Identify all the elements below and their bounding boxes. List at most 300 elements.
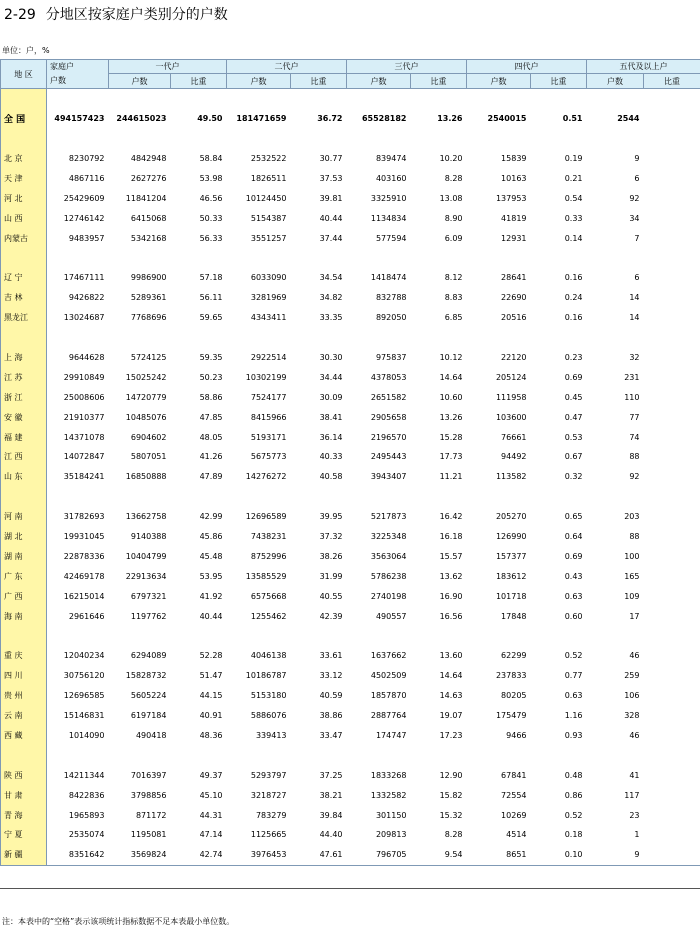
value-cell: 10124450 [245, 193, 287, 203]
value-cell: 7438231 [250, 532, 287, 542]
value-cell: 4502509 [370, 671, 407, 681]
value-cell: 15146831 [63, 711, 105, 721]
value-cell: 181471659 [236, 114, 287, 124]
value-cell: 34.82 [319, 293, 343, 303]
value-cell: 80205 [501, 691, 527, 701]
value-cell: 2627276 [130, 174, 167, 183]
header-gen3-ratio: 比重 [411, 74, 467, 89]
spacer-row [1, 487, 700, 507]
spacer-cell [109, 129, 171, 149]
value-cell: 10485076 [125, 412, 167, 422]
region-cell: 广 东 [1, 566, 47, 586]
spacer-cell [411, 89, 467, 109]
header-gen4: 四代户 [467, 60, 587, 74]
value-cell: 113582 [495, 472, 527, 482]
value-cell: 13662758 [125, 512, 167, 522]
value-cell: 3569824 [109, 845, 171, 865]
value-cell: 5293797 [250, 770, 287, 780]
value-cell: 0.64 [564, 532, 583, 542]
value-cell: 10302199 [245, 372, 287, 382]
spacer-cell [47, 129, 109, 149]
spacer-cell [47, 248, 109, 268]
value-cell: 328 [624, 711, 640, 721]
value-cell: 58.86 [199, 392, 223, 402]
value-cell: 231 [624, 372, 640, 382]
value-cell: 44.31 [199, 810, 223, 820]
value-cell: 29910849 [63, 372, 105, 382]
value-cell: 14 [629, 313, 640, 323]
value-cell: 8422836 [68, 790, 105, 800]
spacer-cell [47, 745, 109, 765]
spacer-cell [171, 626, 227, 646]
value-cell: 301150 [375, 810, 407, 820]
value-cell: 0.60 [564, 611, 583, 621]
value-cell: 59.35 [199, 353, 223, 363]
value-cell: 175479 [495, 711, 527, 721]
value-cell: 38.21 [319, 790, 343, 800]
value-cell: 0.86 [564, 790, 583, 800]
value-cell: 871172 [135, 810, 167, 820]
value-cell: 9140388 [130, 532, 167, 542]
table-row [1, 805, 700, 825]
value-cell: 0.93 [564, 730, 583, 740]
value-cell: 14 [629, 293, 640, 303]
value-cell: 17848 [501, 611, 527, 621]
value-cell: 15839 [501, 154, 527, 164]
value-cell: 45.86 [199, 532, 223, 542]
value-cell: 34.44 [319, 372, 343, 382]
value-cell: 6.85 [444, 313, 463, 323]
value-cell: 1857870 [370, 691, 407, 701]
value-cell: 72554 [501, 790, 527, 800]
spacer-cell [1, 328, 47, 348]
value-cell [644, 527, 700, 547]
value-cell: 2495443 [370, 452, 407, 462]
value-cell: 59.65 [199, 313, 223, 323]
value-cell: 1826511 [250, 174, 287, 183]
table-row [1, 427, 700, 447]
value-cell: 16.42 [439, 512, 463, 522]
value-cell: 46 [629, 730, 640, 740]
value-cell: 5342168 [130, 233, 167, 243]
value-cell: 14072847 [63, 452, 105, 462]
value-cell: 33.35 [319, 313, 343, 323]
table-row [1, 785, 700, 805]
table-row [1, 268, 700, 288]
value-cell: 10163 [501, 174, 527, 183]
value-cell: 103600 [495, 412, 527, 422]
value-cell: 15.32 [439, 810, 463, 820]
spacer-cell [347, 626, 411, 646]
region-cell: 吉 林 [1, 288, 47, 308]
value-cell: 2887764 [370, 711, 407, 721]
value-cell: 5153180 [250, 691, 287, 701]
region-cell: 天 津 [1, 169, 47, 189]
value-cell: 4514 [506, 830, 527, 840]
value-cell: 1195081 [130, 830, 167, 840]
household-table [0, 59, 700, 866]
spacer-cell [291, 626, 347, 646]
value-cell: 16.18 [439, 532, 463, 542]
value-cell [644, 765, 700, 785]
value-cell: 11.21 [439, 472, 463, 482]
value-cell: 174747 [375, 730, 407, 740]
table-title: 分地区按家庭户类别分的户数 [45, 7, 228, 23]
value-cell: 975837 [375, 353, 407, 363]
value-cell: 16.90 [439, 591, 463, 601]
spacer-cell [644, 129, 700, 149]
spacer-cell [1, 248, 47, 268]
value-cell: 13.60 [439, 651, 463, 661]
value-cell: 9.54 [411, 845, 467, 865]
value-cell: 51.47 [199, 671, 223, 681]
value-cell: 0.33 [564, 213, 583, 223]
region-cell: 内蒙古 [1, 228, 47, 248]
value-cell: 3281969 [250, 293, 287, 303]
spacer-cell [411, 248, 467, 268]
spacer-cell [411, 328, 467, 348]
table-row [1, 546, 700, 566]
value-cell: 44.15 [199, 691, 223, 701]
footnote: 注：本表中的“空格”表示该项统计指标数据不足本表最小单位数。 [2, 917, 235, 926]
spacer-cell [411, 626, 467, 646]
value-cell: 0.77 [564, 671, 583, 681]
value-cell: 1 [634, 830, 640, 840]
spacer-cell [109, 89, 171, 109]
value-cell: 50.33 [199, 213, 223, 223]
value-cell: 47.61 [291, 845, 347, 865]
value-cell: 47.14 [199, 830, 223, 840]
value-cell: 8651 [467, 845, 531, 865]
region-cell: 四 川 [1, 666, 47, 686]
table-row [1, 367, 700, 387]
value-cell: 7016397 [130, 770, 167, 780]
value-cell: 5154387 [250, 213, 287, 223]
value-cell: 22120 [501, 353, 527, 363]
value-cell: 0.48 [564, 770, 583, 780]
value-cell: 0.51 [562, 114, 583, 124]
data-table-container [0, 59, 700, 889]
value-cell: 36.14 [319, 432, 343, 442]
value-cell [644, 785, 700, 805]
value-cell: 109 [624, 591, 640, 601]
value-cell: 796705 [347, 845, 411, 865]
spacer-cell [47, 89, 109, 109]
value-cell: 46 [629, 651, 640, 661]
spacer-cell [1, 487, 47, 507]
value-cell: 16.56 [439, 611, 463, 621]
value-cell: 0.45 [564, 392, 583, 402]
value-cell: 494157423 [54, 114, 105, 124]
value-cell: 0.24 [564, 293, 583, 303]
region-cell: 河 南 [1, 507, 47, 527]
value-cell: 209813 [375, 830, 407, 840]
value-cell: 8.28 [444, 830, 463, 840]
value-cell: 2544 [617, 114, 640, 124]
table-row [1, 825, 700, 845]
spacer-cell [1, 89, 47, 109]
value-cell: 92 [629, 193, 640, 203]
value-cell: 10404799 [125, 551, 167, 561]
value-cell [644, 845, 700, 865]
spacer-cell [291, 129, 347, 149]
value-cell: 237833 [495, 671, 527, 681]
value-cell: 12746142 [63, 213, 105, 223]
region-cell: 甘 肃 [1, 785, 47, 805]
spacer-cell [347, 328, 411, 348]
value-cell [644, 407, 700, 427]
value-cell: 38.26 [319, 551, 343, 561]
value-cell: 40.59 [319, 691, 343, 701]
value-cell: 88 [629, 532, 640, 542]
value-cell: 259 [624, 671, 640, 681]
value-cell: 14371078 [63, 432, 105, 442]
region-cell: 贵 州 [1, 686, 47, 706]
value-cell: 22690 [501, 293, 527, 303]
spacer-cell [467, 626, 531, 646]
value-cell: 101718 [495, 591, 527, 601]
value-cell: 10.12 [439, 353, 463, 363]
value-cell: 48.36 [199, 730, 223, 740]
value-cell [644, 268, 700, 288]
region-cell: 陕 西 [1, 765, 47, 785]
spacer-cell [109, 745, 171, 765]
table-row [1, 646, 700, 666]
value-cell: 77 [629, 412, 640, 422]
value-cell: 53.98 [199, 174, 223, 183]
table-row [1, 507, 700, 527]
value-cell: 9 [587, 845, 644, 865]
value-cell: 6 [634, 273, 640, 283]
header-gen3-count: 户数 [347, 74, 411, 89]
value-cell: 490557 [375, 611, 407, 621]
region-cell: 青 海 [1, 805, 47, 825]
spacer-cell [171, 129, 227, 149]
value-cell: 40.44 [319, 213, 343, 223]
value-cell: 21910377 [63, 412, 105, 422]
spacer-cell [531, 487, 587, 507]
value-cell [644, 546, 700, 566]
value-cell: 50.23 [199, 372, 223, 382]
value-cell: 36.72 [317, 114, 343, 124]
value-cell: 30.09 [319, 392, 343, 402]
value-cell: 6294089 [130, 651, 167, 661]
value-cell: 6415068 [130, 213, 167, 223]
value-cell: 6904602 [130, 432, 167, 442]
value-cell: 17467111 [63, 273, 105, 283]
header-gen4-count: 户数 [467, 74, 531, 89]
header-gen2: 二代户 [227, 60, 347, 74]
value-cell: 34 [629, 213, 640, 223]
value-cell: 0.14 [564, 233, 583, 243]
table-row [1, 308, 700, 328]
value-cell: 74 [629, 432, 640, 442]
value-cell: 12696589 [245, 512, 287, 522]
value-cell: 40.58 [319, 472, 343, 482]
value-cell: 76661 [501, 432, 527, 442]
value-cell: 53.95 [199, 571, 223, 581]
value-cell: 203 [624, 512, 640, 522]
value-cell: 10.20 [439, 154, 463, 164]
value-cell: 111958 [495, 392, 527, 402]
value-cell: 157377 [495, 551, 527, 561]
value-cell [644, 387, 700, 407]
spacer-cell [587, 248, 644, 268]
spacer-cell [531, 248, 587, 268]
value-cell: 0.23 [564, 353, 583, 363]
table-row [1, 527, 700, 547]
value-cell: 8230792 [68, 154, 105, 164]
value-cell: 14276272 [245, 472, 287, 482]
table-row [1, 288, 700, 308]
spacer-cell [644, 89, 700, 109]
value-cell: 577594 [375, 233, 407, 243]
table-row [1, 208, 700, 228]
region-cell: 重 庆 [1, 646, 47, 666]
value-cell: 2961646 [68, 611, 105, 621]
spacer-cell [531, 626, 587, 646]
value-cell: 41819 [501, 213, 527, 223]
value-cell [644, 447, 700, 467]
spacer-cell [109, 487, 171, 507]
table-row [1, 467, 700, 487]
value-cell: 1134834 [370, 213, 407, 223]
value-cell: 3218727 [250, 790, 287, 800]
value-cell: 100 [624, 551, 640, 561]
value-cell: 5786238 [370, 571, 407, 581]
value-cell: 41 [629, 770, 640, 780]
value-cell: 8.90 [444, 213, 463, 223]
value-cell: 6797321 [130, 591, 167, 601]
value-cell: 14.63 [439, 691, 463, 701]
value-cell: 25008606 [63, 392, 105, 402]
value-cell: 35184241 [63, 472, 105, 482]
spacer-cell [587, 487, 644, 507]
table-row [1, 387, 700, 407]
value-cell: 37.44 [319, 233, 343, 243]
value-cell: 3943407 [370, 472, 407, 482]
value-cell: 2922514 [250, 353, 287, 363]
value-cell: 1965893 [68, 810, 105, 820]
value-cell: 41.26 [199, 452, 223, 462]
spacer-cell [109, 626, 171, 646]
table-number: 2-29 [4, 7, 36, 23]
value-cell: 0.69 [564, 551, 583, 561]
spacer-cell [644, 626, 700, 646]
spacer-cell [531, 745, 587, 765]
value-cell: 1637662 [370, 651, 407, 661]
header-household: 家庭户 [47, 60, 109, 74]
spacer-row [1, 626, 700, 646]
value-cell: 37.25 [319, 770, 343, 780]
value-cell: 832788 [375, 293, 407, 303]
value-cell [644, 188, 700, 208]
value-cell: 12040234 [63, 651, 105, 661]
region-cell: 上 海 [1, 348, 47, 368]
table-row [1, 348, 700, 368]
value-cell [644, 686, 700, 706]
value-cell: 117 [624, 790, 640, 800]
value-cell: 8351642 [47, 845, 109, 865]
value-cell: 1418474 [370, 273, 407, 283]
table-row [1, 606, 700, 626]
header-gen5-count: 户数 [587, 74, 644, 89]
value-cell: 0.63 [564, 691, 583, 701]
spacer-cell [109, 248, 171, 268]
value-cell: 4046138 [250, 651, 287, 661]
value-cell: 2905658 [370, 412, 407, 422]
spacer-cell [467, 745, 531, 765]
value-cell: 13024687 [63, 313, 105, 323]
region-cell: 湖 北 [1, 527, 47, 547]
header-gen1-ratio: 比重 [171, 74, 227, 89]
value-cell: 47.85 [199, 412, 223, 422]
value-cell: 0.18 [564, 830, 583, 840]
value-cell: 2540015 [487, 114, 527, 124]
value-cell: 0.65 [564, 512, 583, 522]
spacer-cell [227, 626, 291, 646]
spacer-cell [171, 745, 227, 765]
spacer-cell [467, 248, 531, 268]
region-cell: 湖 南 [1, 546, 47, 566]
spacer-cell [467, 487, 531, 507]
header-region: 地 区 [1, 60, 47, 89]
value-cell: 892050 [375, 313, 407, 323]
value-cell: 0.47 [564, 412, 583, 422]
spacer-cell [347, 487, 411, 507]
value-cell [644, 606, 700, 626]
value-cell: 137953 [495, 193, 527, 203]
spacer-cell [227, 745, 291, 765]
region-cell: 山 西 [1, 208, 47, 228]
value-cell: 0.32 [564, 472, 583, 482]
region-cell: 云 南 [1, 706, 47, 726]
value-cell: 45.10 [199, 790, 223, 800]
spacer-cell [644, 328, 700, 348]
spacer-cell [347, 89, 411, 109]
spacer-cell [109, 328, 171, 348]
value-cell: 3976453 [227, 845, 291, 865]
value-cell [644, 706, 700, 726]
value-cell [644, 169, 700, 189]
value-cell: 16850888 [125, 472, 167, 482]
value-cell: 15.28 [439, 432, 463, 442]
value-cell: 0.67 [564, 452, 583, 462]
value-cell: 0.19 [564, 154, 583, 164]
value-cell: 0.52 [564, 810, 583, 820]
spacer-cell [467, 129, 531, 149]
value-cell: 339413 [255, 730, 287, 740]
region-cell: 北 京 [1, 149, 47, 169]
value-cell: 10.60 [439, 392, 463, 402]
spacer-cell [171, 248, 227, 268]
value-cell: 3551257 [250, 233, 287, 243]
spacer-cell [587, 89, 644, 109]
value-cell: 205270 [495, 512, 527, 522]
value-cell: 30.30 [319, 353, 343, 363]
value-cell: 37.32 [319, 532, 343, 542]
value-cell: 13.08 [439, 193, 463, 203]
value-cell: 2535074 [68, 830, 105, 840]
value-cell: 46.56 [199, 193, 223, 203]
spacer-cell [227, 487, 291, 507]
value-cell: 20516 [501, 313, 527, 323]
value-cell: 9 [634, 154, 640, 164]
bottom-rule [0, 888, 700, 889]
value-cell: 22878336 [63, 551, 105, 561]
value-cell: 0.16 [564, 313, 583, 323]
table-row [1, 686, 700, 706]
